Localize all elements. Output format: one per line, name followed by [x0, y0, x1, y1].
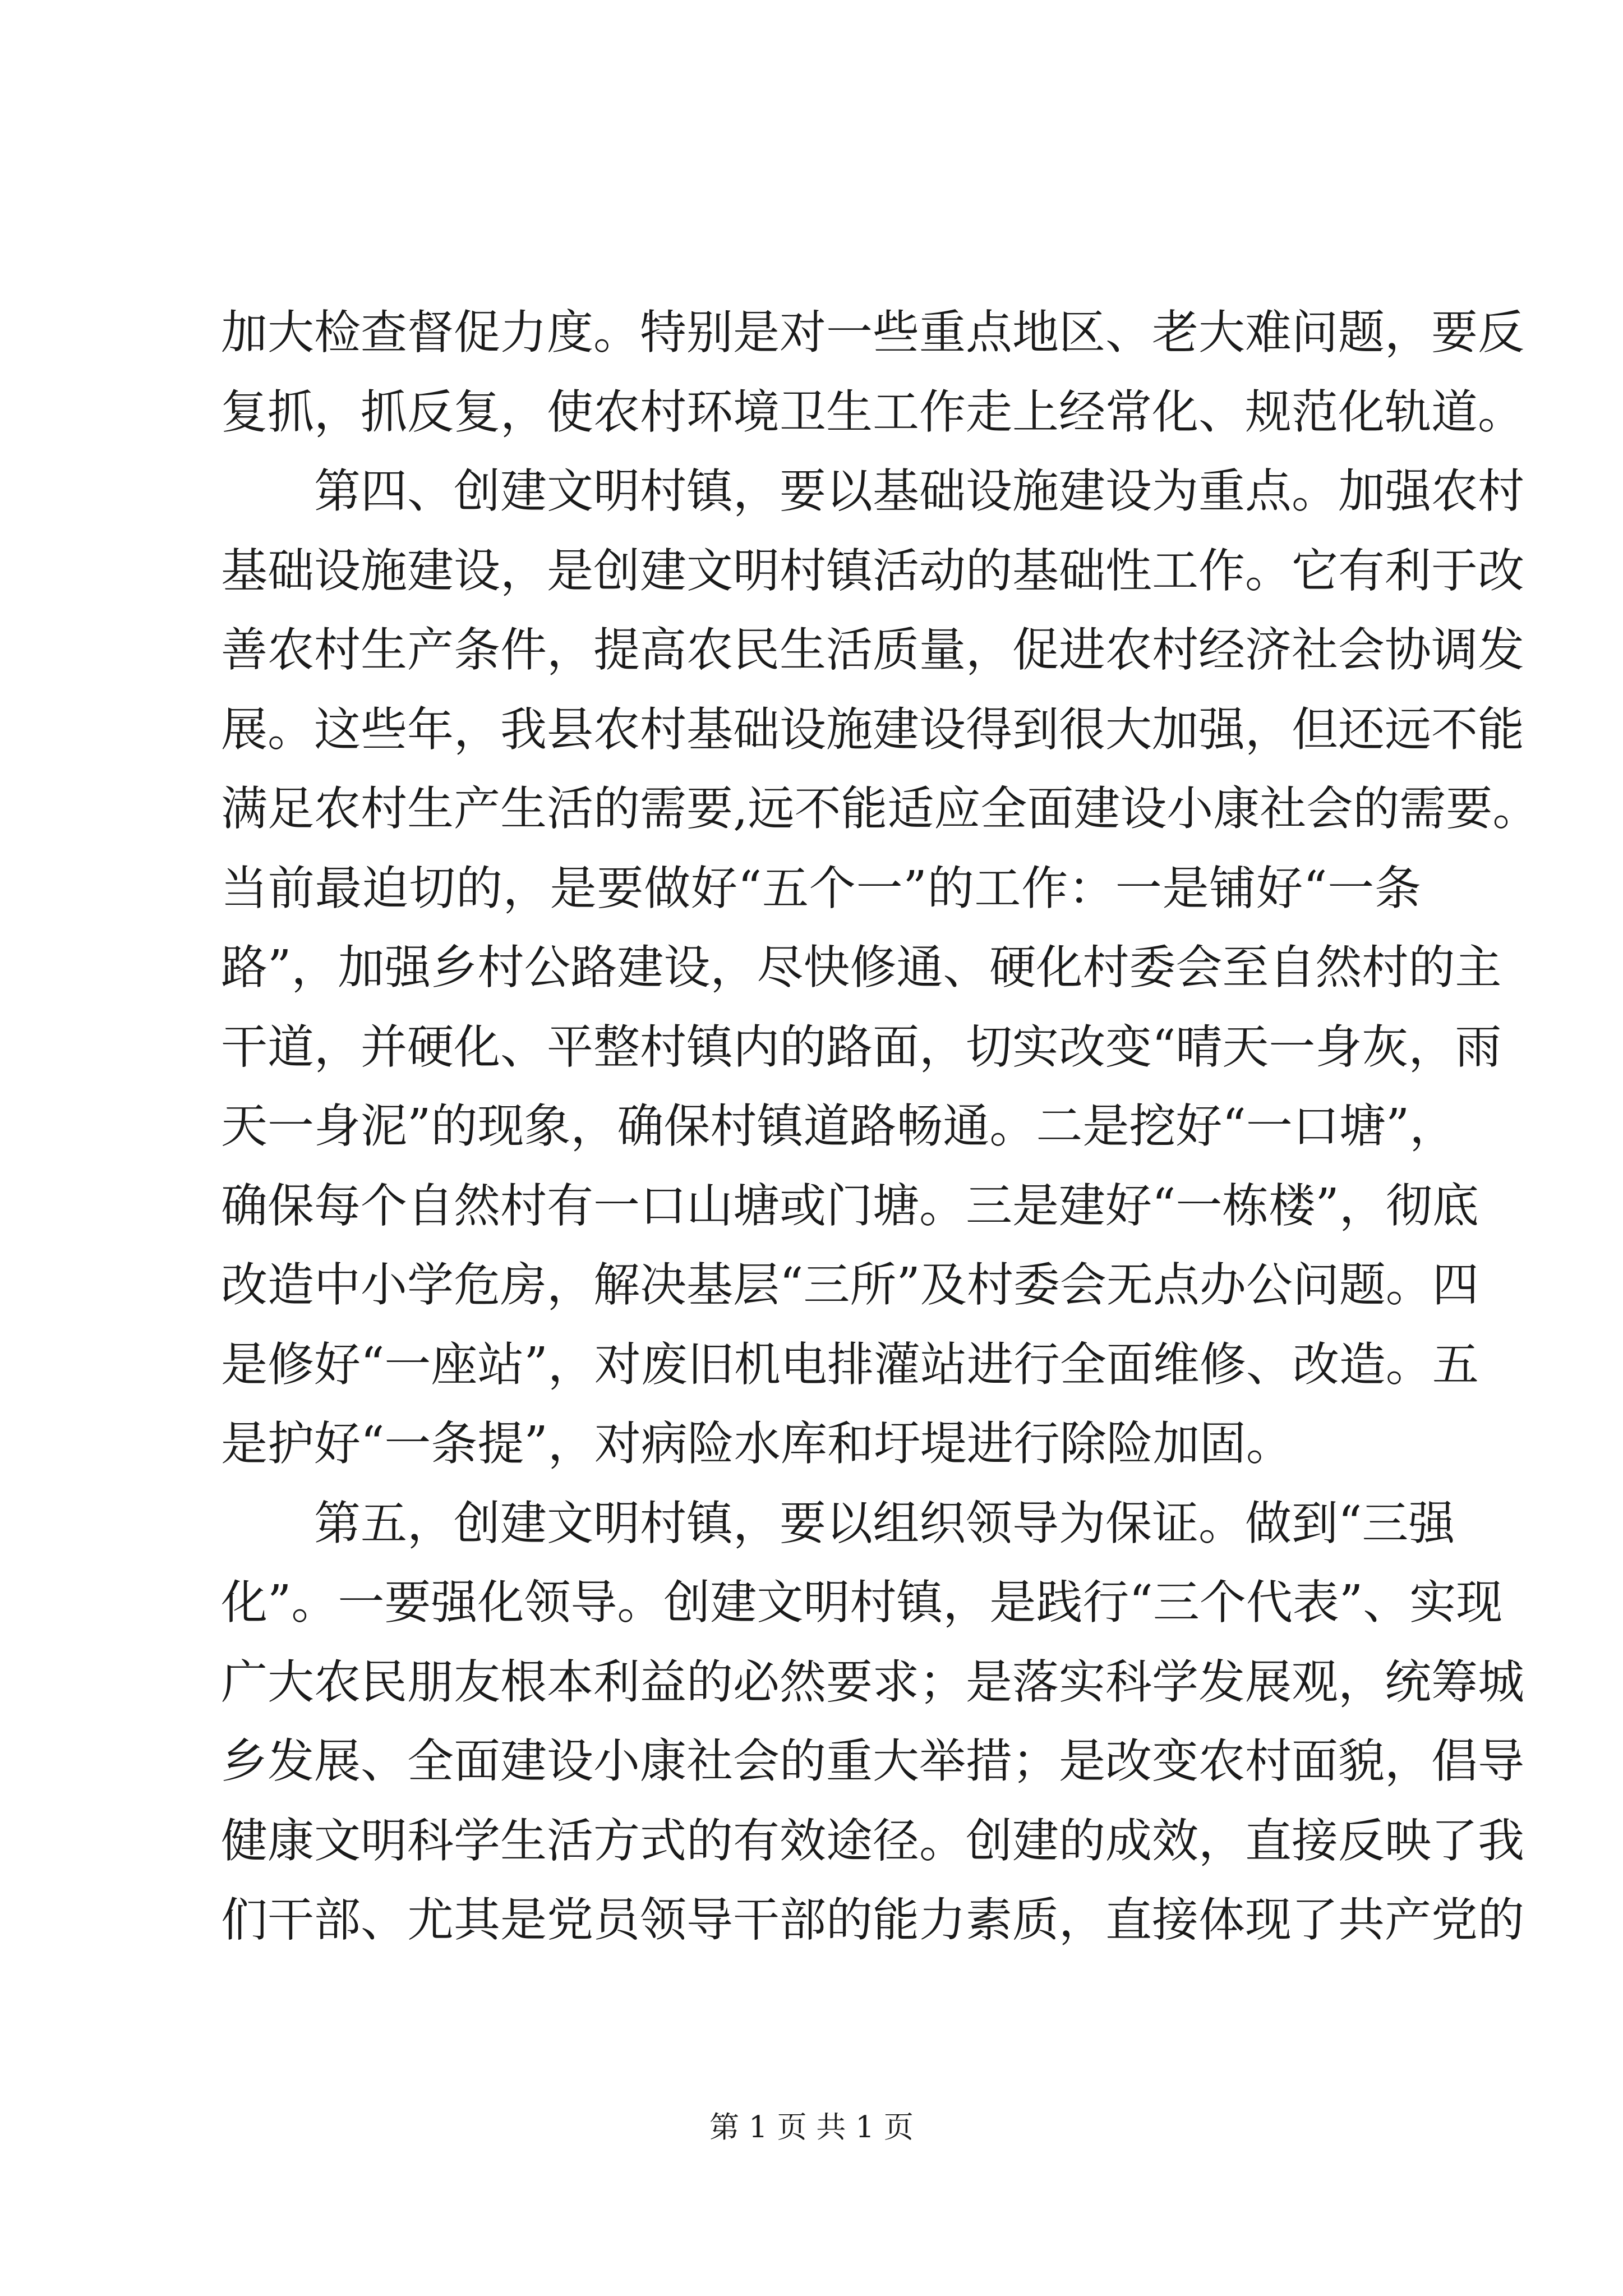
text-line: 乡发展、全面建设小康社会的重大举措；是改变农村面貌，倡导	[221, 1734, 1524, 1788]
text-line: 展。这些年，我县农村基础设施建设得到很大加强，但还远不能	[221, 702, 1524, 757]
text-line: 健康文明科学生活方式的有效途径。创建的成效，直接反映了我	[221, 1813, 1524, 1868]
text-line: 路”，加强乡村公路建设，尽快修通、硬化村委会至自然村的主	[221, 940, 1502, 995]
text-line: 化”。一要强化领导。创建文明村镇，是践行“三个代表”、实现	[221, 1575, 1503, 1630]
text-line: 确保每个自然村有一口山塘或门塘。三是建好“一栋楼”，彻底	[221, 1178, 1479, 1233]
text-line: 第四、创建文明村镇，要以基础设施建设为重点。加强农村	[314, 464, 1524, 518]
text-line: 加大检查督促力度。特别是对一些重点地区、老大难问题，要反	[221, 305, 1524, 360]
text-line: 干道，并硬化、平整村镇内的路面，切实改变“晴天一身灰，雨	[221, 1019, 1502, 1074]
text-line: 是护好“一条提”，对病险水库和圩堤进行除险加固。	[221, 1416, 1293, 1471]
text-line: 善农村生产条件，提高农民生活质量，促进农村经济社会协调发	[221, 623, 1524, 677]
text-line: 改造中小学危房，解决基层“三所”及村委会无点办公问题。四	[221, 1258, 1479, 1312]
text-line: 广大农民朋友根本利益的必然要求；是落实科学发展观，统筹城	[221, 1654, 1524, 1709]
text-line: 满足农村生产生活的需要,远不能适应全面建设小康社会的需要。	[221, 781, 1539, 836]
text-line: 天一身泥”的现象，确保村镇道路畅通。二是挖好“一口塘”，	[221, 1099, 1456, 1153]
text-line: 复抓，抓反复，使农村环境卫生工作走上经常化、规范化轨道。	[221, 384, 1524, 439]
text-line: 第五，创建文明村镇，要以组织领导为保证。做到“三强	[314, 1496, 1455, 1550]
text-line: 们干部、尤其是党员领导干部的能力素质，直接体现了共产党的	[221, 1893, 1524, 1947]
text-line: 是修好“一座站”，对废旧机电排灌站进行全面维修、改造。五	[221, 1337, 1479, 1392]
page-footer: 第 1 页 共 1 页	[709, 2110, 914, 2145]
text-line: 基础设施建设，是创建文明村镇活动的基础性工作。它有利于改	[221, 543, 1524, 598]
document-body	[221, 293, 1539, 1960]
text-line: 当前最迫切的，是要做好“五个一”的工作：一是铺好“一条	[221, 861, 1421, 915]
